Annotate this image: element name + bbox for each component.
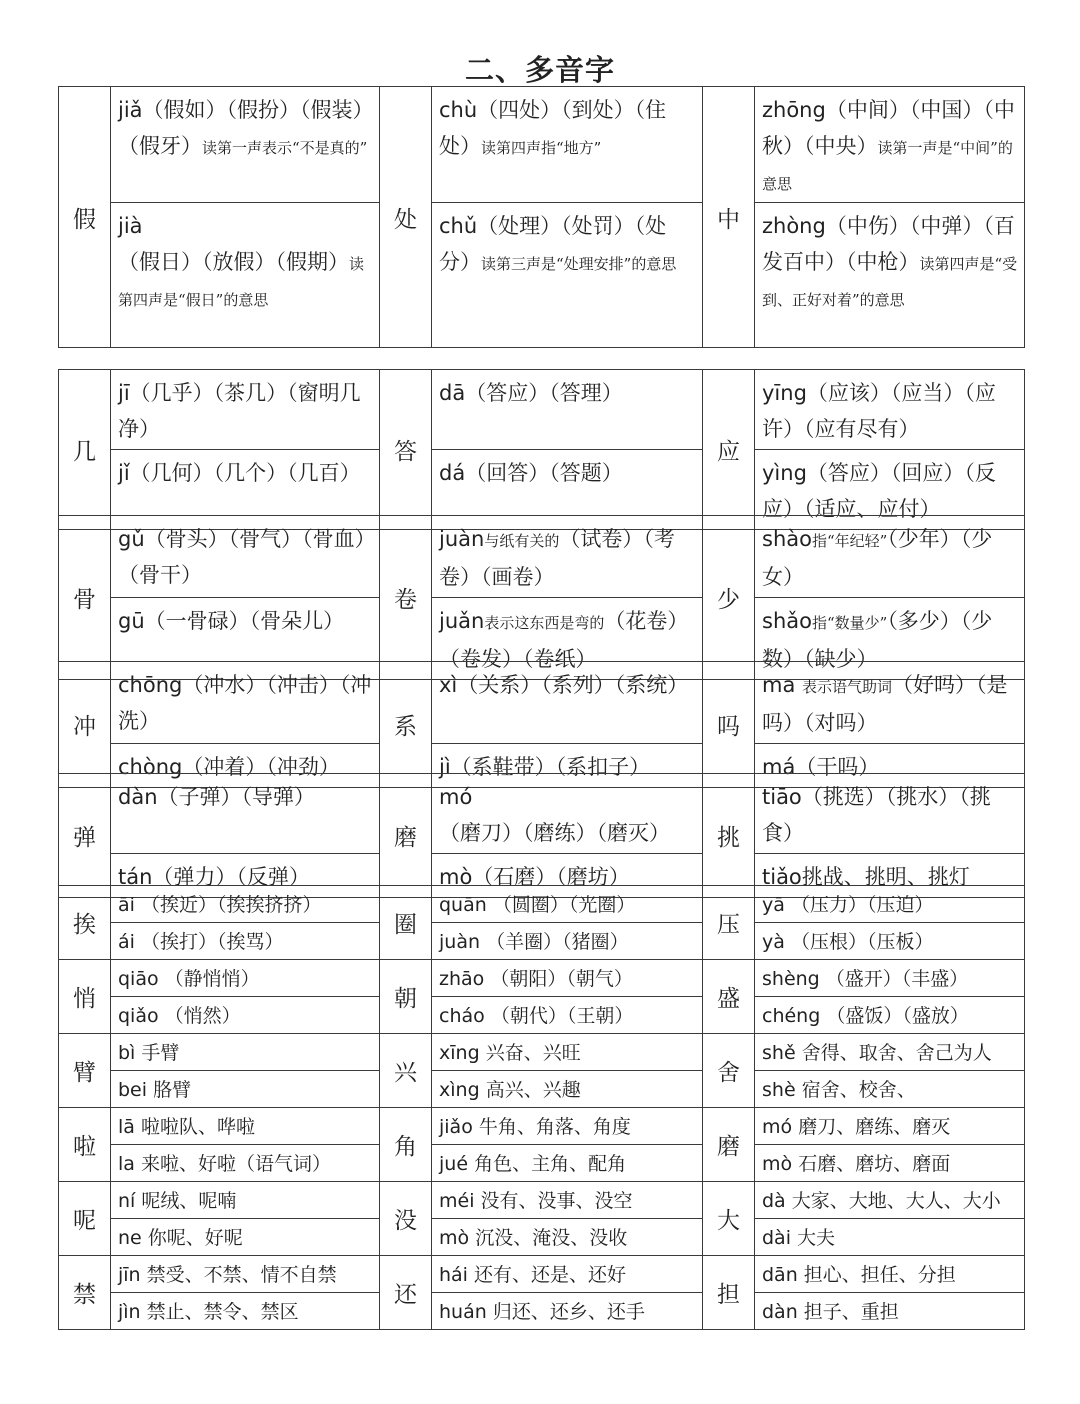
pinyin: dàn — [118, 785, 158, 809]
reading-note: 与纸有关的 — [484, 532, 560, 550]
examples: （回答）（答题） — [465, 461, 623, 485]
char-cell: 盛 — [703, 960, 755, 1034]
examples: （冲水）（冲击）（冲洗） — [118, 673, 372, 733]
pinyin: chǔ — [439, 214, 478, 238]
char-cell: 大 — [703, 1182, 755, 1256]
char-cell: 还 — [380, 1256, 432, 1330]
char-cell: 系 — [380, 662, 432, 788]
reading-cell — [755, 516, 1025, 598]
char-cell: 呢 — [59, 1182, 111, 1256]
examples: （关系）（系列）（系统） — [457, 673, 689, 697]
pinyin: mò — [439, 865, 473, 889]
char-cell: 几 — [59, 370, 111, 530]
examples: （多少）（少数）（缺少） — [762, 609, 993, 671]
reading-cell — [432, 87, 703, 203]
examples: 高兴、兴趣 — [485, 1079, 581, 1101]
char-cell: 假 — [59, 87, 111, 348]
reading-cell — [111, 1034, 380, 1071]
reading-note: 读第四声是“受到、正好对着”的意思 — [762, 255, 1018, 309]
pinyin: juàn — [439, 527, 485, 551]
pinyin: chéng — [762, 1005, 821, 1027]
char-cell: 兴 — [380, 1034, 432, 1108]
reading-cell — [111, 1219, 380, 1256]
examples: 角色、主角、配角 — [474, 1153, 627, 1175]
examples: （石磨）（磨坊） — [472, 865, 630, 889]
examples: （答应）（答理） — [465, 381, 623, 405]
pinyin: má — [762, 755, 796, 779]
examples: （一骨碌）（骨朵儿） — [144, 609, 345, 633]
examples: 来啦、好啦（语气词） — [140, 1153, 331, 1175]
reading-note: 读第一声是“中间”的意思 — [762, 139, 1013, 193]
reading-cell — [111, 662, 380, 744]
pinyin: ái — [118, 931, 135, 953]
reading-cell — [432, 1182, 703, 1219]
examples: （冲着）（冲劲） — [182, 755, 340, 779]
pinyin: shèng — [762, 968, 820, 990]
pinyin: dā — [439, 381, 466, 405]
reading-cell — [432, 370, 703, 450]
polyphone-block-1 — [58, 86, 1025, 348]
reading-cell — [755, 1108, 1025, 1145]
page-title: 二、多音字 — [464, 53, 615, 87]
reading-note: 读第三声是“处理安排”的意思 — [481, 255, 677, 273]
examples: （试卷）（考卷）（画卷） — [439, 527, 675, 589]
examples: 石磨、磨坊、磨面 — [798, 1153, 951, 1175]
reading-cell — [111, 1145, 380, 1182]
reading-cell — [111, 370, 380, 450]
char-cell: 禁 — [59, 1256, 111, 1330]
pinyin: shǎo — [762, 609, 812, 633]
examples: （朝阳）（朝气） — [490, 968, 633, 990]
pinyin: shě — [762, 1042, 796, 1064]
char-cell: 挨 — [59, 886, 111, 960]
examples: 禁止、禁令、禁区 — [146, 1301, 299, 1323]
reading-note: 读第一声表示“不是真的” — [202, 139, 368, 157]
examples: （假日）（放假）（假期） — [118, 250, 349, 274]
examples: （圆圈）（光圈） — [492, 894, 636, 916]
examples: （挨近）（挨挨挤挤） — [140, 894, 322, 916]
examples: （假如）（假扮）（假装）（假牙） — [118, 98, 364, 158]
pinyin: dān — [762, 1264, 798, 1286]
reading-note: 指“年纪轻” — [811, 532, 888, 550]
reading-cell — [755, 662, 1025, 744]
char-cell: 担 — [703, 1256, 755, 1330]
char-cell: 卷 — [380, 516, 432, 680]
polyphone-block-4 — [58, 661, 1025, 788]
reading-cell — [432, 923, 703, 960]
pinyin: gū — [118, 609, 145, 633]
examples: （少年）（少女） — [762, 527, 993, 589]
examples: 挑战、挑明、挑灯 — [801, 865, 970, 889]
pinyin: gǔ — [118, 527, 145, 551]
examples: 兴奋、兴旺 — [485, 1042, 581, 1064]
polyphone-block-5 — [58, 773, 1025, 898]
pinyin: zhāo — [439, 968, 485, 990]
examples: 呢绒、呢喃 — [141, 1190, 237, 1212]
char-cell: 冲 — [59, 662, 111, 788]
char-cell: 吗 — [703, 662, 755, 788]
reading-cell — [755, 1071, 1025, 1108]
char-cell: 少 — [703, 516, 755, 680]
pinyin: dá — [439, 461, 466, 485]
pinyin: shào — [762, 527, 812, 551]
pinyin: tiǎo — [762, 865, 802, 889]
reading-cell — [432, 774, 703, 854]
examples: （弹力）（反弹） — [152, 865, 310, 889]
char-cell: 磨 — [380, 774, 432, 898]
examples: 舍得、取舍、舍己为人 — [801, 1042, 992, 1064]
reading-note: 表示这东西是弯的 — [484, 614, 605, 632]
reading-cell — [755, 774, 1025, 854]
pinyin: chù — [439, 98, 478, 122]
pinyin: ma — [762, 673, 796, 697]
pinyin: jī — [118, 381, 130, 405]
pinyin: dàn — [762, 1301, 798, 1323]
examples: 担心、担任、分担 — [803, 1264, 956, 1286]
reading-cell — [111, 1293, 380, 1330]
char-cell: 悄 — [59, 960, 111, 1034]
examples: （挨打）（挨骂） — [140, 931, 284, 953]
pinyin: mó — [439, 785, 473, 809]
examples: （挑选）（挑水）（挑食） — [762, 785, 991, 845]
pinyin: xì — [439, 673, 458, 697]
char-cell: 应 — [703, 370, 755, 530]
reading-cell — [432, 1293, 703, 1330]
char-cell: 处 — [380, 87, 432, 348]
reading-note: 指“数量少” — [811, 614, 888, 632]
char-cell: 舍 — [703, 1034, 755, 1108]
pinyin: mò — [762, 1153, 793, 1175]
examples: 归还、还乡、还手 — [492, 1301, 645, 1323]
reading-cell — [432, 516, 703, 598]
pinyin: tiāo — [762, 785, 802, 809]
char-cell: 没 — [380, 1182, 432, 1256]
char-cell: 磨 — [703, 1108, 755, 1182]
reading-cell — [755, 923, 1025, 960]
char-cell: 骨 — [59, 516, 111, 680]
examples: （压根）（压板） — [790, 931, 934, 953]
examples: （骨头）（骨气）（骨血）（骨干） — [118, 527, 366, 587]
examples: （答应）（回应）（反应）（适应、应付） — [762, 461, 996, 521]
reading-cell — [755, 370, 1025, 450]
reading-note: 读第四声是“假日”的意思 — [118, 255, 365, 309]
pinyin: dà — [762, 1190, 786, 1212]
pinyin: jì — [439, 755, 451, 779]
examples: 大家、大地、大人、大小 — [791, 1190, 1001, 1212]
examples: 啦啦队、哗啦 — [140, 1116, 255, 1138]
examples: 手臂 — [141, 1042, 180, 1064]
reading-cell — [432, 1108, 703, 1145]
reading-cell — [755, 960, 1025, 997]
examples: 胳臂 — [153, 1079, 192, 1101]
polyphone-block-3 — [58, 515, 1025, 680]
pinyin: xīng — [439, 1042, 480, 1064]
pinyin: yà — [762, 931, 785, 953]
reading-cell — [111, 203, 380, 348]
reading-cell — [432, 1219, 703, 1256]
pinyin: ní — [118, 1190, 136, 1212]
char-cell: 啦 — [59, 1108, 111, 1182]
reading-cell — [755, 203, 1025, 348]
pinyin: jià — [118, 214, 143, 238]
reading-cell — [432, 997, 703, 1034]
reading-cell — [432, 203, 703, 348]
pinyin: bei — [118, 1079, 148, 1101]
pinyin: yīng — [762, 381, 807, 405]
examples: （朝代）（王朝） — [490, 1005, 634, 1027]
examples: （四处）（到处）（住处） — [439, 98, 667, 158]
pinyin: xìng — [439, 1079, 480, 1101]
pinyin: mò — [439, 1227, 470, 1249]
pinyin: la — [118, 1153, 135, 1175]
pinyin: hái — [439, 1264, 468, 1286]
examples: （压力）（压迫） — [790, 894, 934, 916]
reading-cell — [432, 1145, 703, 1182]
polyphone-block-2 — [58, 369, 1025, 530]
examples: （应该）（应当）（应许）（应有尽有） — [762, 381, 996, 441]
pinyin: juǎn — [439, 609, 485, 633]
char-cell: 臂 — [59, 1034, 111, 1108]
examples: 宿舍、校舍、 — [801, 1079, 916, 1101]
pinyin: mó — [762, 1116, 793, 1138]
examples: （干吗） — [795, 755, 880, 779]
examples: 沉没、淹没、没收 — [475, 1227, 628, 1249]
examples: （系鞋带）（系扣子） — [450, 755, 651, 779]
examples: （几何）（几个）（几百） — [129, 461, 361, 485]
pinyin: lā — [118, 1116, 135, 1138]
examples: 你呢、好呢 — [147, 1227, 243, 1249]
pinyin: qiāo — [118, 968, 159, 990]
polyphone-block-6 — [58, 885, 1025, 1330]
char-cell: 压 — [703, 886, 755, 960]
reading-cell — [755, 1256, 1025, 1293]
reading-note: 读第四声指“地方” — [481, 139, 602, 157]
reading-cell — [111, 997, 380, 1034]
reading-cell — [432, 1256, 703, 1293]
char-cell: 弹 — [59, 774, 111, 898]
pinyin: tán — [118, 865, 153, 889]
reading-cell — [755, 1219, 1025, 1256]
examples: （盛饭）（盛放） — [826, 1005, 969, 1027]
examples: 还有、还是、还好 — [474, 1264, 627, 1286]
pinyin: jiǎo — [439, 1116, 473, 1138]
pinyin: méi — [439, 1190, 475, 1212]
pinyin: qiǎo — [118, 1005, 159, 1027]
pinyin: juàn — [439, 931, 481, 953]
pinyin: jué — [439, 1153, 469, 1175]
examples: （中伤）（中弹）（百发百中）（中枪） — [762, 214, 1015, 274]
reading-cell — [111, 960, 380, 997]
examples: 牛角、角落、角度 — [478, 1116, 631, 1138]
pinyin: yìng — [762, 461, 807, 485]
pinyin: dài — [762, 1227, 791, 1249]
pinyin: jìn — [118, 1301, 141, 1323]
pinyin: bì — [118, 1042, 136, 1064]
examples: （子弹）（导弹） — [157, 785, 316, 809]
pinyin: jǐ — [118, 461, 130, 485]
reading-cell — [111, 516, 380, 598]
reading-cell — [755, 886, 1025, 923]
reading-cell — [111, 1108, 380, 1145]
reading-cell — [755, 87, 1025, 203]
examples: （几乎）（茶几）（窗明几净） — [118, 381, 361, 441]
reading-cell — [432, 886, 703, 923]
pinyin: huán — [439, 1301, 487, 1323]
pinyin: shè — [762, 1079, 796, 1101]
pinyin: chōng — [118, 673, 183, 697]
char-cell: 朝 — [380, 960, 432, 1034]
reading-cell — [111, 923, 380, 960]
examples: （好吗）（是吗）（对吗） — [762, 673, 1008, 735]
reading-cell — [111, 87, 380, 203]
pinyin: zhòng — [762, 214, 826, 238]
pinyin: zhōng — [762, 98, 826, 122]
pinyin: quān — [439, 894, 487, 916]
reading-cell — [111, 886, 380, 923]
pinyin: chòng — [118, 755, 183, 779]
pinyin: āi — [118, 894, 135, 916]
reading-cell — [111, 774, 380, 854]
reading-cell — [432, 960, 703, 997]
pinyin: cháo — [439, 1005, 485, 1027]
reading-cell — [432, 1034, 703, 1071]
char-cell: 挑 — [703, 774, 755, 898]
reading-cell — [432, 1071, 703, 1108]
examples: （中间）（中国）（中秋）（中央） — [762, 98, 1015, 158]
pinyin: jīn — [118, 1264, 141, 1286]
examples: 没有、没事、没空 — [480, 1190, 633, 1212]
reading-cell — [432, 662, 703, 744]
pinyin: jiǎ — [118, 98, 143, 122]
examples: 大夫 — [797, 1227, 836, 1249]
examples: （悄然） — [164, 1005, 241, 1027]
examples: 禁受、不禁、情不自禁 — [146, 1264, 337, 1286]
reading-cell — [755, 1145, 1025, 1182]
reading-cell — [755, 1034, 1025, 1071]
reading-cell — [111, 1182, 380, 1219]
examples: （处理）（处罚）（处分） — [439, 214, 667, 274]
reading-cell — [111, 1256, 380, 1293]
pinyin: yā — [762, 894, 785, 916]
pinyin: ne — [118, 1227, 142, 1249]
examples: （静悄悄） — [164, 968, 260, 990]
reading-cell — [755, 1293, 1025, 1330]
char-cell: 答 — [380, 370, 432, 530]
reading-cell — [111, 1071, 380, 1108]
char-cell: 中 — [703, 87, 755, 348]
char-cell: 圈 — [380, 886, 432, 960]
examples: 担子、重担 — [803, 1301, 899, 1323]
reading-cell — [755, 1182, 1025, 1219]
char-cell: 角 — [380, 1108, 432, 1182]
reading-cell — [755, 997, 1025, 1034]
examples: 磨刀、磨练、磨灭 — [798, 1116, 951, 1138]
examples: （盛开）（丰盛） — [825, 968, 969, 990]
examples: （磨刀）（磨练）（磨灭） — [439, 821, 670, 845]
examples: （花卷）（卷发）（卷纸） — [439, 609, 689, 671]
examples: （羊圈）（猪圈） — [486, 931, 629, 953]
reading-note: 表示语气助词 — [802, 678, 893, 696]
